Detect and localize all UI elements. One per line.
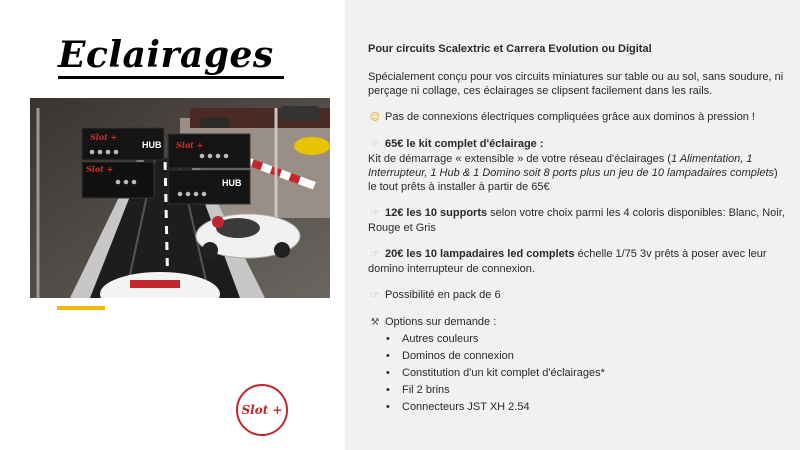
- supports-item: [368, 206, 786, 235]
- lamps-price: 20€ les 10 lampadaires led complets: [385, 248, 575, 260]
- svg-text:HUB: HUB: [142, 140, 162, 150]
- right-panel: [345, 0, 800, 450]
- options-title: Options sur demande :: [385, 316, 497, 328]
- list-item: • Autres couleurs: [384, 332, 786, 346]
- kit-title: 65€ le kit complet d'éclairage :: [385, 138, 544, 150]
- options-list: [384, 332, 786, 414]
- white-race-car: [196, 214, 300, 258]
- kit-item: [368, 137, 786, 194]
- lamps-text: échelle 1/75 3v prêts à poser avec leur domino interrupteur de connexion.: [368, 248, 767, 275]
- kit-description: Kit de démarrage « extensible » de votre réseau d'éclairages (1 Alimentation, 1 Interrupteur, 1 Hub & 1 Domino soit 8 ports plus un jeu de 10 lampadaires complets) le tout prêts à installer à partir de 65€: [368, 153, 778, 193]
- hub-module: [82, 128, 164, 160]
- page-title: Eclairages: [58, 34, 274, 76]
- svg-text:Slot +: Slot +: [176, 140, 204, 150]
- intro-paragraph: Spécialement conçu pour vos circuits miniatures sur table ou au sol, sans soudure, ni perçage ni collage, ces éclairages se clipsent facilement dans les rails.: [368, 71, 784, 97]
- bg-yellow-car: [294, 137, 330, 155]
- svg-text:HUB: HUB: [222, 178, 242, 188]
- pointing-hand-icon: ☞: [370, 208, 380, 219]
- photo-illustration: [30, 98, 330, 298]
- list-item: • Connecteurs JST XH 2.54: [384, 400, 786, 414]
- list-item: • Constitution d'un kit complet d'éclairages*: [384, 366, 786, 380]
- bg-car: [200, 118, 230, 128]
- brand-logo: Slot +: [236, 384, 288, 436]
- supports-price: 12€ les 10 supports: [385, 207, 488, 219]
- product-photo: [30, 98, 330, 298]
- title-underline: [58, 76, 284, 79]
- list-item: • Fil 2 brins: [384, 383, 786, 397]
- svg-text:Slot +: Slot +: [86, 164, 114, 174]
- no-complex-item: [368, 110, 786, 125]
- pointing-hand-icon: ☞: [370, 249, 380, 260]
- svg-text:Slot +: Slot +: [90, 132, 118, 142]
- bg-car: [280, 106, 320, 120]
- content-heading: Pour circuits Scalextric et Carrera Evolution ou Digital: [368, 43, 652, 55]
- pointing-hand-icon: ☞: [370, 290, 380, 301]
- tools-icon: ⚒: [370, 317, 380, 328]
- hub-module: [168, 170, 250, 204]
- left-panel: [0, 0, 345, 450]
- smile-emoji-icon: ☺: [369, 112, 381, 123]
- hub-module: [168, 134, 250, 168]
- options-section: [368, 315, 786, 414]
- no-complex-text: Pas de connexions électriques compliquées grâce aux dominos à pression !: [385, 111, 755, 123]
- lamps-item: [368, 247, 786, 276]
- pack-text: Possibilité en pack de 6: [385, 289, 501, 301]
- accent-bar: [57, 306, 105, 310]
- pointing-hand-icon: ☞: [370, 139, 380, 150]
- list-item: • Dominos de connexion: [384, 349, 786, 363]
- pack-item: [368, 288, 786, 303]
- power-module: [82, 162, 154, 198]
- content-area: [368, 42, 786, 417]
- supports-text: selon votre choix parmi les 4 coloris disponibles: Blanc, Noir, Rouge et Gris: [368, 207, 785, 234]
